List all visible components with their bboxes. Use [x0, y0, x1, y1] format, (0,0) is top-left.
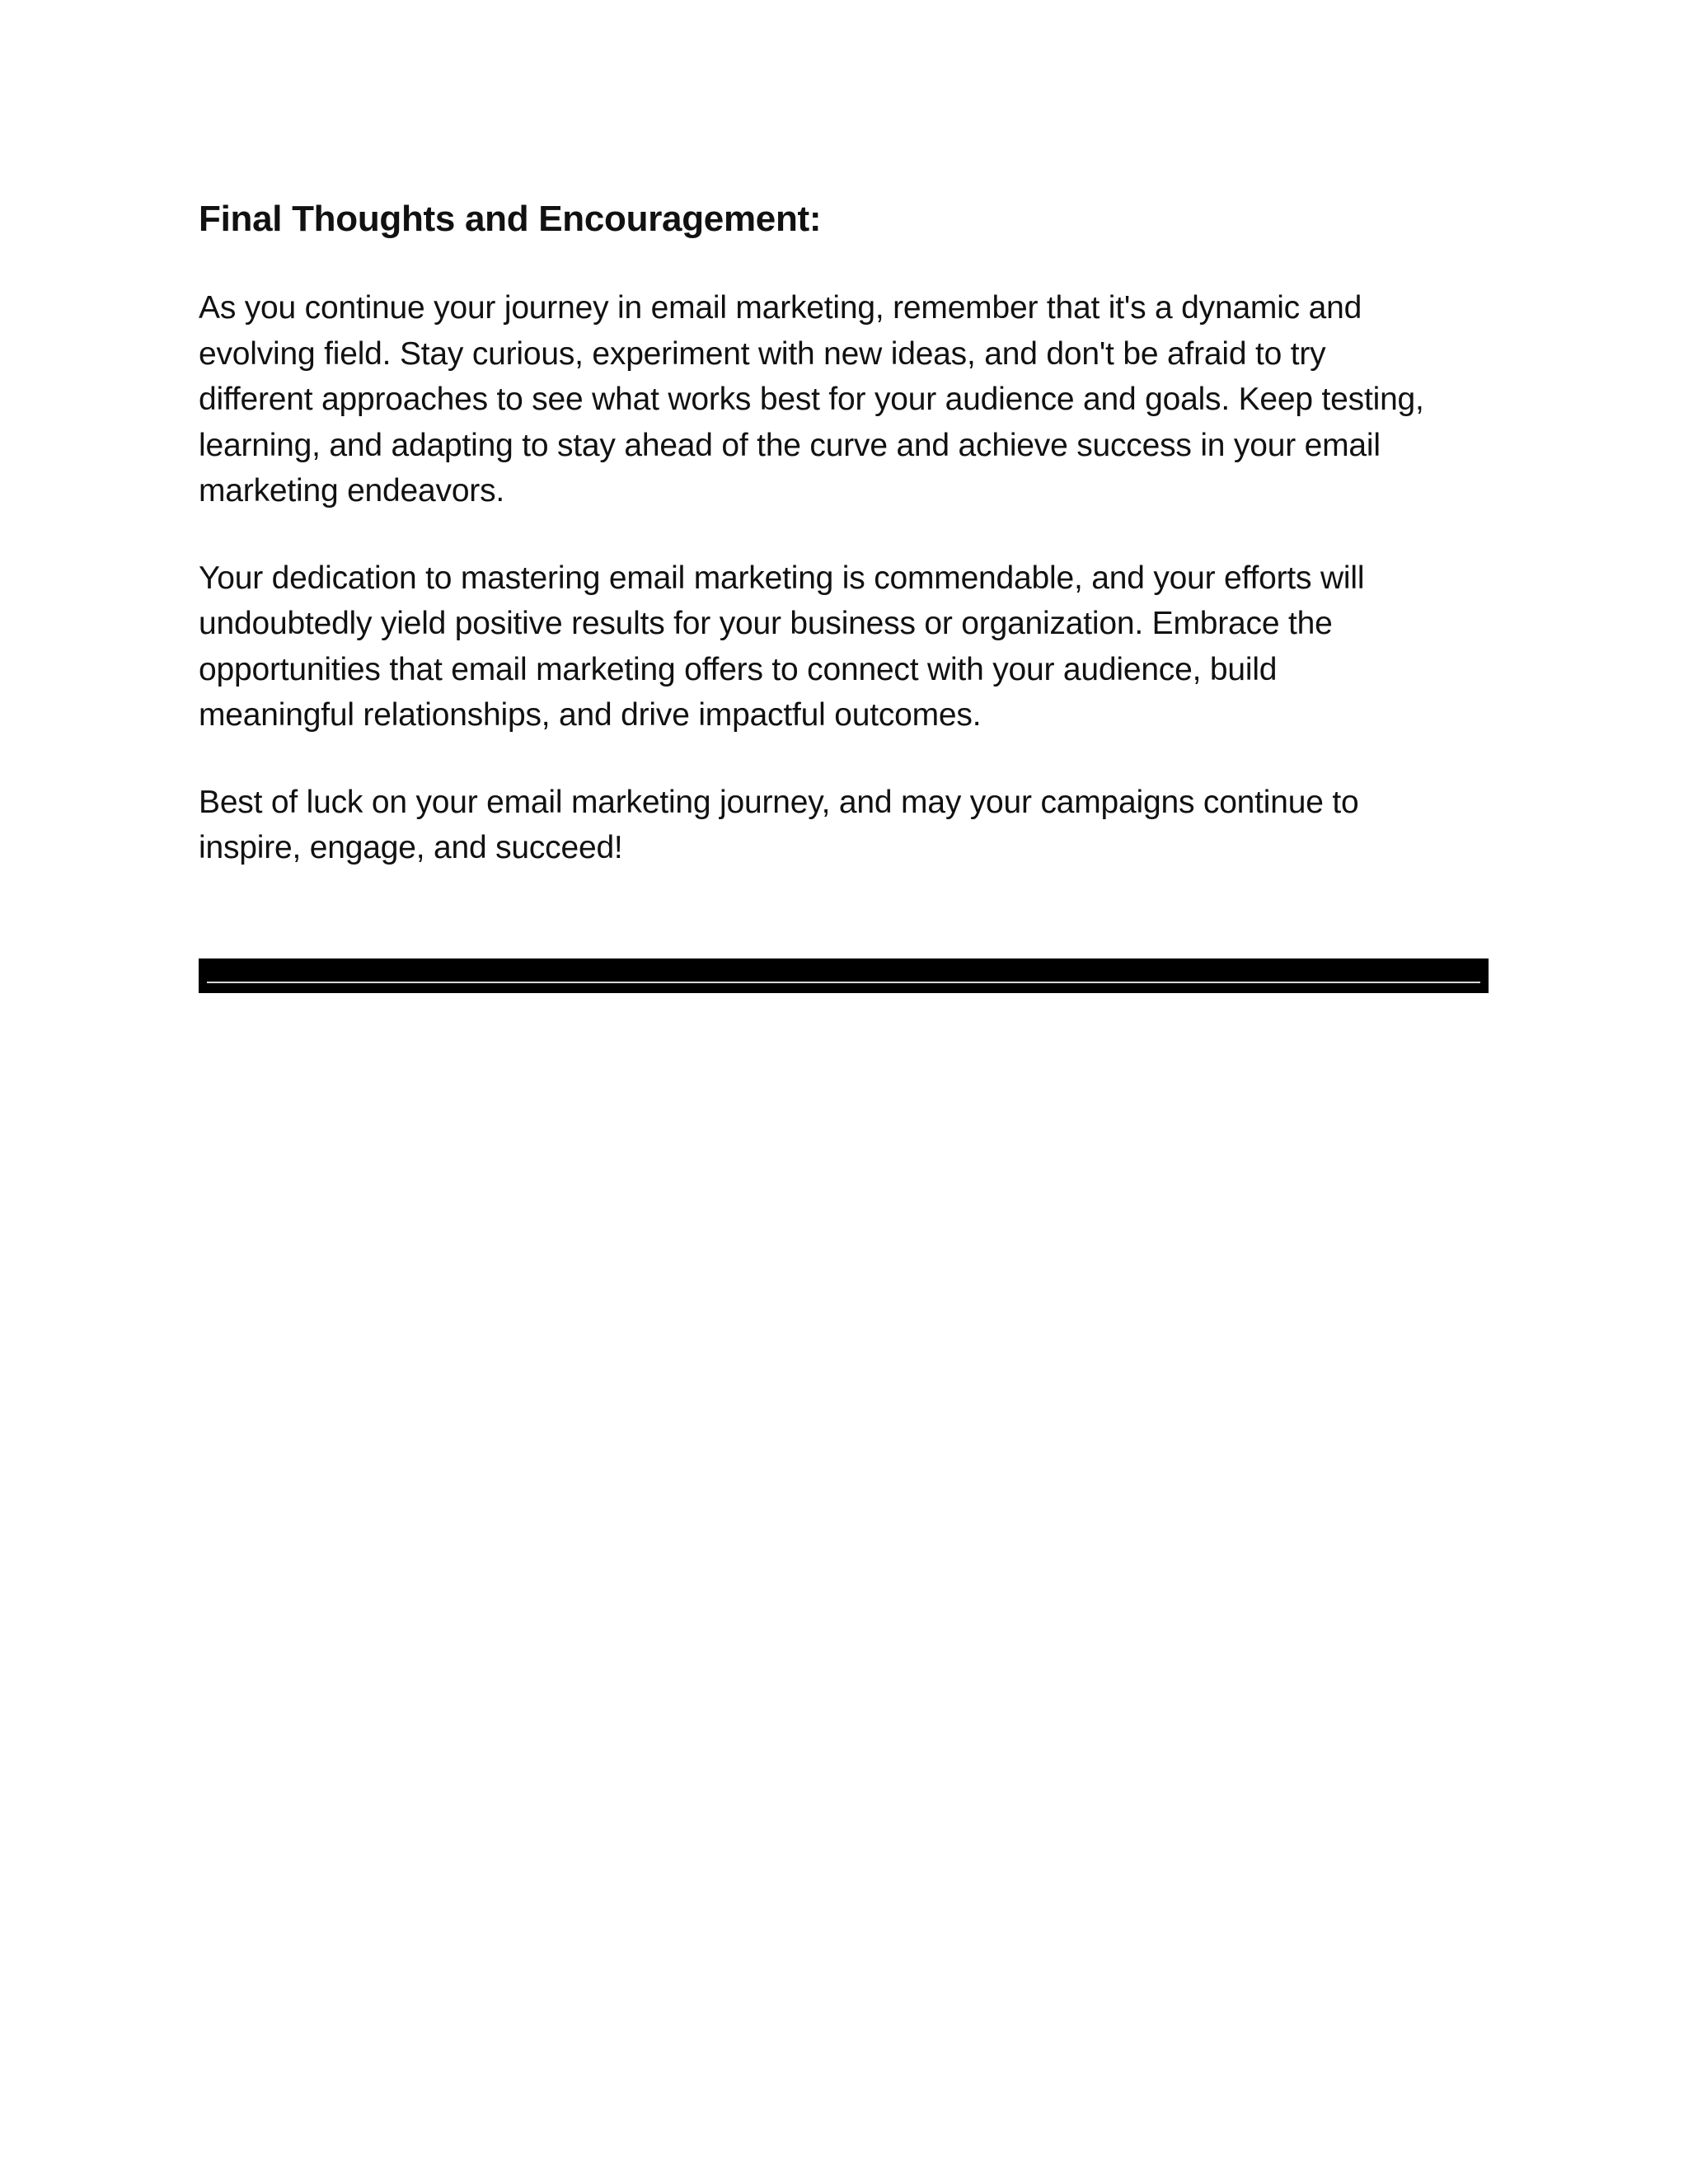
paragraph-line: undoubtedly yield positive results for your business or organization. Embrace the: [199, 606, 1333, 641]
paragraph-line: learning, and adapting to stay ahead of the curve and achieve success in your email: [199, 427, 1381, 463]
paragraph-line: inspire, engage, and succeed!: [199, 830, 623, 865]
paragraph-best-of-luck: [199, 780, 1489, 871]
paragraph-line: marketing endeavors.: [199, 473, 505, 509]
paragraph-line: As you continue your journey in email marketing, remember that it's a dynamic and: [199, 290, 1362, 326]
rule-inner-line: [207, 982, 1480, 983]
section-heading: Final Thoughts and Encouragement:: [199, 199, 822, 239]
paragraph-line: opportunities that email marketing offers to connect with your audience, build: [199, 651, 1278, 687]
paragraph-line: Your dedication to mastering email marketing is commendable, and your efforts will: [199, 560, 1365, 596]
document-page: [199, 194, 1489, 912]
paragraph-line: different approaches to see what works best for your audience and goals. Keep testing,: [199, 382, 1424, 417]
paragraph-journey: [199, 285, 1489, 514]
horizontal-rule-divider: [199, 958, 1489, 993]
paragraph-line: evolving field. Stay curious, experiment with new ideas, and don't be afraid to try: [199, 335, 1326, 372]
paragraph-line: meaningful relationships, and drive impactful outcomes.: [199, 697, 982, 733]
paragraph-dedication: [199, 555, 1489, 738]
paragraph-line: Best of luck on your email marketing journey, and may your campaigns continue to: [199, 784, 1359, 820]
